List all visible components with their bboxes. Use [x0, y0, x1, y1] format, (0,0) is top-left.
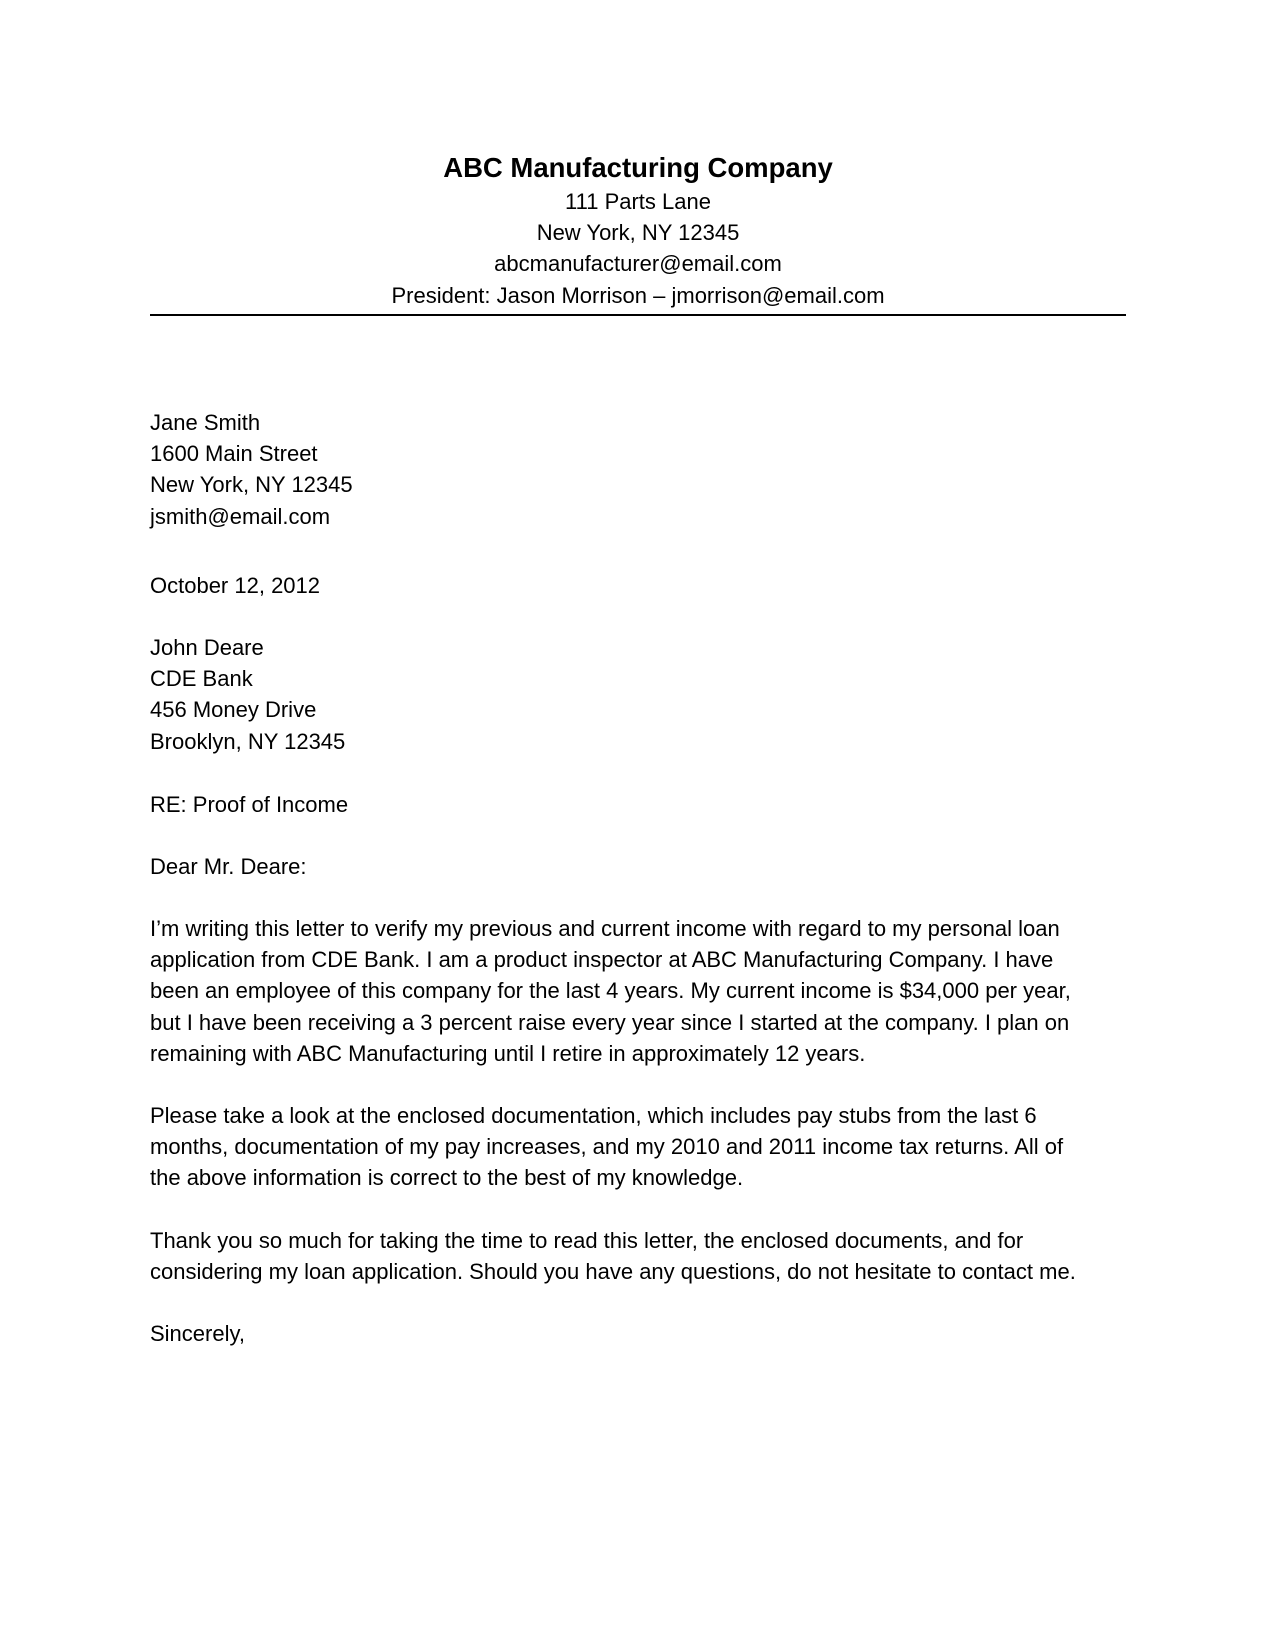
company-email: abcmanufacturer@email.com	[494, 251, 782, 277]
recipient-street: 456 Money Drive	[150, 697, 317, 723]
paragraph-line: Please take a look at the enclosed documentation, which includes pay stubs from the last 6	[150, 1103, 1037, 1128]
paragraph-line: Thank you so much for taking the time to read this letter, the enclosed documents, and for	[150, 1228, 1024, 1253]
recipient-address	[150, 632, 1130, 757]
sender-city-state-zip: New York, NY 12345	[150, 472, 353, 498]
letter-date	[150, 570, 1130, 601]
paragraph-line: but I have been receiving a 3 percent raise every year since I started at the company. I plan on	[150, 1009, 1070, 1035]
recipient-name: John Deare	[150, 635, 264, 660]
body-paragraph-1	[150, 913, 1130, 1069]
closing	[150, 1318, 1130, 1349]
sender-email: jsmith@email.com	[150, 503, 331, 529]
closing-text: Sincerely,	[150, 1321, 245, 1346]
paragraph-line: been an employee of this company for the last 4 years. My current income is $34,000 per year,	[150, 978, 1071, 1004]
company-city-state-zip: New York, NY 12345	[536, 220, 740, 246]
recipient-city-state-zip: Brooklyn, NY 12345	[150, 728, 346, 754]
sender-street: 1600 Main Street	[150, 441, 318, 467]
paragraph-line: remaining with ABC Manufacturing until I retire in approximately 12 years.	[150, 1040, 866, 1066]
sender-name: Jane Smith	[150, 410, 261, 435]
paragraph-line: application from CDE Bank. I am a product inspector at ABC Manufacturing Company. I have	[150, 947, 1054, 973]
body-paragraph-3	[150, 1225, 1130, 1287]
paragraph-line: the above information is correct to the best of my knowledge.	[150, 1165, 744, 1191]
recipient-organization: CDE Bank	[150, 666, 253, 692]
paragraph-line: considering my loan application. Should you have any questions, do not hesitate to contact me.	[150, 1259, 1076, 1285]
letterhead	[150, 150, 1126, 311]
sender-address	[150, 407, 1130, 532]
salutation-text: Dear Mr. Deare:	[150, 854, 307, 879]
company-name: ABC Manufacturing Company	[443, 152, 833, 183]
company-street: 111 Parts Lane	[565, 189, 711, 214]
body-paragraph-2	[150, 1100, 1130, 1194]
salutation	[150, 851, 1130, 882]
paragraph-line: months, documentation of my pay increases, and my 2010 and 2011 income tax returns. All of	[150, 1134, 1064, 1160]
subject-line	[150, 789, 1130, 820]
letterhead-divider	[150, 314, 1126, 316]
company-president: President: Jason Morrison – jmorrison@email.com	[391, 282, 885, 308]
subject-text: RE: Proof of Income	[150, 792, 349, 817]
date-text: October 12, 2012	[150, 573, 321, 598]
paragraph-line: I’m writing this letter to verify my previous and current income with regard to my personal loan	[150, 916, 1060, 941]
